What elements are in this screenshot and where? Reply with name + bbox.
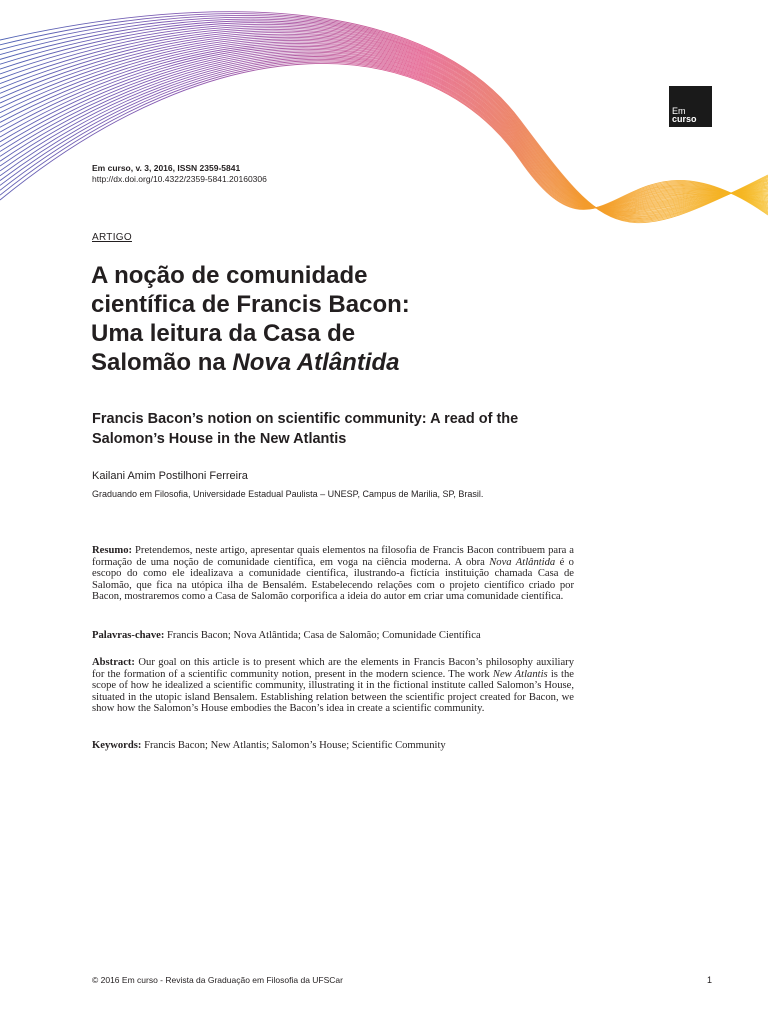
abstract-text: is the scope of how he idealized a scientific community, illustrating it in the fictional institute called Salomon’s House, situated in the utopic island Bensalem. Establishing relation between the scientific project created for Bacon, we show how the Salomon’s House embodies the Bacon’s idea in create a scientific community. xyxy=(92,668,574,714)
resumo-paragraph xyxy=(92,545,574,603)
palavras-chave-paragraph xyxy=(92,630,574,642)
page-number: 1 xyxy=(707,975,713,985)
abstract-label: Abstract: xyxy=(92,657,135,668)
article-title xyxy=(91,261,531,377)
resumo-label: Resumo: xyxy=(92,545,133,556)
title-line-prefix: Salomão na xyxy=(91,349,233,376)
palavras-chave-text: Francis Bacon; Nova Atlântida; Casa de Salomão; Comunidade Científica xyxy=(164,630,481,641)
wave-line xyxy=(0,57,768,209)
resumo-text: é o escopo do como ele idealizava a comunidade científica, ilustrando-a fictícia instituição chamada Casa de Salomão, que fica na utópica ilha de Bensalém. Estabelecendo relações com o projeto científico criado por Bacon, mostraremos como a Casa de Salomão corporifica a ideia do autor em criar uma comunidade científica. xyxy=(92,556,574,602)
author-name: Kailani Amim Postilhoni Ferreira xyxy=(92,470,248,482)
keywords-paragraph xyxy=(92,740,574,752)
abstract-text: Our goal on this article is to present which are the elements in Francis Bacon’s philosophy auxiliary for the formation of a scientific community notion, present in the modern science. The work xyxy=(92,657,574,680)
subtitle-line: Francis Bacon’s notion on scientific community: A read of the xyxy=(92,411,519,427)
journal-citation: Em curso, v. 3, 2016, ISSN 2359-5841 xyxy=(92,163,241,173)
abstract-paragraph xyxy=(92,657,574,715)
palavras-chave-label: Palavras-chave: xyxy=(92,630,165,641)
keywords-label: Keywords: xyxy=(92,740,142,751)
subtitle-line: Salomon’s House in the New Atlantis xyxy=(92,431,347,447)
title-italic: Nova Atlântida xyxy=(232,349,400,376)
title-line: A noção de comunidade xyxy=(91,262,368,289)
section-label: ARTIGO xyxy=(92,232,132,243)
resumo-text: Pretendemos, neste artigo, apresentar quais elementos na filosofia de Francis Bacon contribuem para a formação de uma noção de comunidade científica, em voga na ciência moderna. A obra xyxy=(92,545,574,568)
logo-line-1: Em xyxy=(672,106,686,116)
keywords-text: Francis Bacon; New Atlantis; Salomon’s House; Scientific Community xyxy=(141,740,446,751)
title-line: científica de Francis Bacon: xyxy=(91,291,410,318)
title-line: Uma leitura da Casa de xyxy=(91,320,356,347)
resumo-italic: Nova Atlântida xyxy=(489,556,556,568)
article-subtitle xyxy=(92,409,612,449)
abstract-italic: New Atlantis xyxy=(492,668,548,680)
author-affiliation: Graduando em Filosofia, Universidade Estadual Paulista – UNESP, Campus de Marilia, SP, Brasil. xyxy=(92,489,484,499)
logo-line-2: curso xyxy=(672,114,697,124)
journal-header xyxy=(92,163,267,185)
decorative-wave-lines xyxy=(0,0,768,300)
journal-logo xyxy=(669,86,712,127)
doi-link[interactable]: http://dx.doi.org/10.4322/2359-5841.20160306 xyxy=(92,174,267,184)
page-footer: © 2016 Em curso - Revista da Graduação em Filosofia da UFSCar xyxy=(92,975,343,985)
title-line xyxy=(91,348,531,377)
